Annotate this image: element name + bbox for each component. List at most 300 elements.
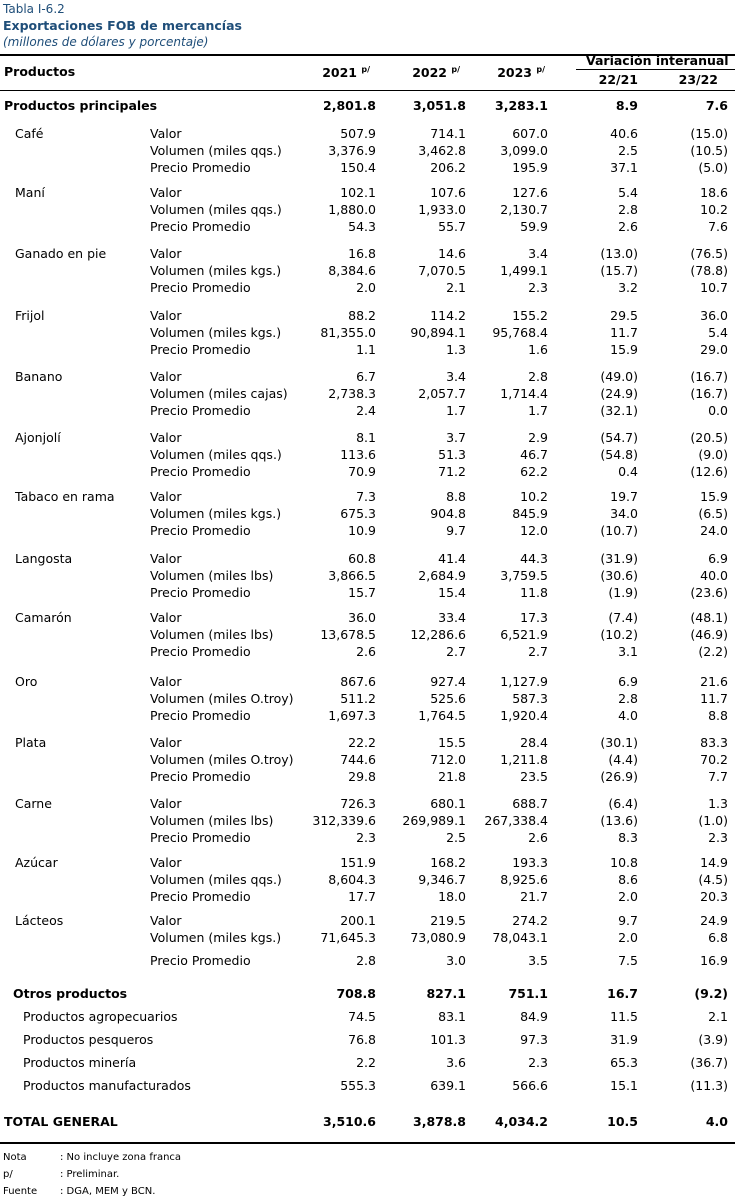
otros-row-value-4: 11.5 [610, 1009, 638, 1024]
row-value-3: 8,925.6 [500, 872, 548, 887]
row-value-1: 81,355.0 [320, 325, 376, 340]
otros-row-value-1: 74.5 [348, 1009, 376, 1024]
row-value-1: 17.7 [348, 889, 376, 904]
row-value-1: 15.7 [348, 585, 376, 600]
row-value-2: 712.0 [430, 752, 466, 767]
row-label: Precio Promedio [150, 523, 251, 538]
row-label: Precio Promedio [150, 280, 251, 295]
row-value-5: (46.9) [690, 627, 728, 642]
otros-row-label: Productos minería [23, 1055, 137, 1070]
row-value-5: (76.5) [690, 246, 728, 261]
otros-value-2: 827.1 [426, 986, 466, 1001]
row-value-2: 73,080.9 [410, 930, 466, 945]
row-value-5: 70.2 [700, 752, 728, 767]
row-value-2: 168.2 [430, 855, 466, 870]
row-value-4: 2.0 [618, 889, 638, 904]
row-value-1: 10.9 [348, 523, 376, 538]
row-value-5: (5.0) [698, 160, 728, 175]
row-value-5: 8.8 [708, 708, 728, 723]
row-value-3: 17.3 [520, 610, 548, 625]
row-value-3: 1,920.4 [500, 708, 548, 723]
note-key: p/ [3, 1169, 13, 1180]
row-label: Volumen (miles qqs.) [150, 143, 282, 158]
row-value-5: (78.8) [690, 263, 728, 278]
row-label: Valor [150, 185, 182, 200]
principal-value-3: 3,283.1 [495, 98, 548, 113]
row-label: Precio Promedio [150, 219, 251, 234]
row-value-4: (15.7) [600, 263, 638, 278]
row-label: Volumen (miles lbs) [150, 568, 274, 583]
total-value-5: 4.0 [705, 1114, 728, 1129]
row-label: Valor [150, 551, 182, 566]
row-value-4: 40.6 [610, 126, 638, 141]
row-value-3: 6,521.9 [500, 627, 548, 642]
row-value-5: (15.0) [690, 126, 728, 141]
otros-row-value-5: 2.1 [708, 1009, 728, 1024]
col-22-21: 22/21 [598, 72, 638, 87]
row-value-2: 55.7 [438, 219, 466, 234]
row-value-2: 33.4 [438, 610, 466, 625]
row-label: Valor [150, 126, 182, 141]
row-value-1: 3,866.5 [328, 568, 376, 583]
row-label: Precio Promedio [150, 403, 251, 418]
row-label: Volumen (miles qqs.) [150, 447, 282, 462]
row-value-3: 587.3 [512, 691, 548, 706]
row-value-2: 927.4 [430, 674, 466, 689]
product-name: Camarón [15, 610, 72, 625]
row-value-3: 1.6 [528, 342, 548, 357]
row-value-5: (48.1) [690, 610, 728, 625]
row-label: Volumen (miles lbs) [150, 627, 274, 642]
row-value-2: 7,070.5 [418, 263, 466, 278]
otros-row-label: Productos agropecuarios [23, 1009, 178, 1024]
row-value-3: 28.4 [520, 735, 548, 750]
row-value-2: 269,989.1 [402, 813, 466, 828]
total-value-1: 3,510.6 [323, 1114, 376, 1129]
row-value-3: 3,099.0 [500, 143, 548, 158]
col-products: Productos [4, 64, 76, 79]
row-value-3: 2.3 [528, 280, 548, 295]
row-value-5: 15.9 [700, 489, 728, 504]
otros-label: Otros productos [13, 986, 128, 1001]
row-value-2: 9,346.7 [418, 872, 466, 887]
row-value-4: 19.7 [610, 489, 638, 504]
row-label: Volumen (miles O.troy) [150, 691, 294, 706]
note-text: : No incluye zona franca [60, 1152, 182, 1163]
row-label: Volumen (miles lbs) [150, 813, 274, 828]
row-value-1: 88.2 [348, 308, 376, 323]
table-title: Exportaciones FOB de mercancías [3, 18, 242, 33]
row-label: Volumen (miles kgs.) [150, 506, 282, 521]
row-label: Volumen (miles cajas) [150, 386, 288, 401]
row-value-2: 1,764.5 [418, 708, 466, 723]
row-value-4: 11.7 [610, 325, 638, 340]
row-value-4: 2.0 [618, 930, 638, 945]
row-value-5: (20.5) [690, 430, 728, 445]
row-value-2: 8.8 [446, 489, 466, 504]
row-value-4: 9.7 [618, 913, 638, 928]
row-value-2: 525.6 [430, 691, 466, 706]
row-value-2: 2,057.7 [418, 386, 466, 401]
row-value-4: 10.8 [610, 855, 638, 870]
row-value-3: 1,211.8 [500, 752, 548, 767]
row-value-3: 2.9 [528, 430, 548, 445]
row-value-5: (2.2) [698, 644, 728, 659]
row-value-2: 71.2 [438, 464, 466, 479]
product-name: Maní [15, 185, 45, 200]
row-value-2: 21.8 [438, 769, 466, 784]
otros-value-3: 751.1 [508, 986, 548, 1001]
row-label: Valor [150, 489, 182, 504]
table-subtitle: (millones de dólares y porcentaje) [3, 35, 209, 49]
row-value-3: 155.2 [512, 308, 548, 323]
row-value-1: 867.6 [340, 674, 376, 689]
row-value-5: 40.0 [700, 568, 728, 583]
otros-row-value-2: 101.3 [430, 1032, 466, 1047]
row-value-3: 2.7 [528, 644, 548, 659]
row-label: Volumen (miles O.troy) [150, 752, 294, 767]
row-value-1: 2.3 [356, 830, 376, 845]
row-value-5: 83.3 [700, 735, 728, 750]
row-value-5: 5.4 [708, 325, 728, 340]
row-value-4: 15.9 [610, 342, 638, 357]
row-label: Valor [150, 913, 182, 928]
row-value-4: 8.6 [618, 872, 638, 887]
row-value-5: (9.0) [698, 447, 728, 462]
row-value-2: 680.1 [430, 796, 466, 811]
row-label: Volumen (miles kgs.) [150, 325, 282, 340]
note-text: : DGA, MEM y BCN. [60, 1186, 156, 1197]
row-value-1: 726.3 [340, 796, 376, 811]
row-value-1: 54.3 [348, 219, 376, 234]
total-value-4: 10.5 [607, 1114, 638, 1129]
row-value-4: (6.4) [608, 796, 638, 811]
row-value-3: 2.6 [528, 830, 548, 845]
otros-row-value-4: 31.9 [610, 1032, 638, 1047]
row-value-5: 6.8 [708, 930, 728, 945]
row-value-5: 24.0 [700, 523, 728, 538]
product-name: Ganado en pie [15, 246, 107, 261]
row-value-4: 7.5 [618, 953, 638, 968]
row-value-4: (30.6) [600, 568, 638, 583]
row-label: Precio Promedio [150, 830, 251, 845]
principal-label: Productos principales [4, 98, 158, 113]
row-value-5: 10.2 [700, 202, 728, 217]
total-label: TOTAL GENERAL [4, 1114, 118, 1129]
row-value-1: 16.8 [348, 246, 376, 261]
row-value-5: 10.7 [700, 280, 728, 295]
product-name: Frijol [15, 308, 45, 323]
row-label: Precio Promedio [150, 464, 251, 479]
row-value-1: 60.8 [348, 551, 376, 566]
row-value-2: 904.8 [430, 506, 466, 521]
row-value-1: 312,339.6 [312, 813, 376, 828]
row-value-3: 1,127.9 [500, 674, 548, 689]
row-value-1: 507.9 [340, 126, 376, 141]
row-value-1: 113.6 [340, 447, 376, 462]
note-key: Fuente [3, 1186, 38, 1197]
row-value-2: 107.6 [430, 185, 466, 200]
row-value-1: 8.1 [356, 430, 376, 445]
row-value-1: 1,880.0 [328, 202, 376, 217]
row-value-4: (13.0) [600, 246, 638, 261]
product-name: Café [15, 126, 44, 141]
row-value-4: (10.2) [600, 627, 638, 642]
otros-row-value-5: (3.9) [698, 1032, 728, 1047]
otros-row-value-3: 566.6 [512, 1078, 548, 1093]
row-value-1: 22.2 [348, 735, 376, 750]
row-value-1: 2.0 [356, 280, 376, 295]
row-value-2: 1.3 [446, 342, 466, 357]
row-value-2: 1,933.0 [418, 202, 466, 217]
row-value-2: 12,286.6 [410, 627, 466, 642]
row-value-5: 1.3 [708, 796, 728, 811]
row-value-1: 2,738.3 [328, 386, 376, 401]
row-value-4: (7.4) [608, 610, 638, 625]
row-value-1: 70.9 [348, 464, 376, 479]
row-label: Precio Promedio [150, 708, 251, 723]
row-value-4: (26.9) [600, 769, 638, 784]
otros-row-value-2: 83.1 [438, 1009, 466, 1024]
row-value-3: 2.8 [528, 369, 548, 384]
row-value-5: 16.9 [700, 953, 728, 968]
row-value-3: 127.6 [512, 185, 548, 200]
row-label: Valor [150, 735, 182, 750]
row-value-3: 12.0 [520, 523, 548, 538]
otros-row-value-1: 76.8 [348, 1032, 376, 1047]
otros-row-value-4: 15.1 [610, 1078, 638, 1093]
row-label: Precio Promedio [150, 953, 251, 968]
row-value-2: 3.7 [446, 430, 466, 445]
total-value-3: 4,034.2 [495, 1114, 548, 1129]
row-value-2: 15.5 [438, 735, 466, 750]
row-label: Valor [150, 674, 182, 689]
row-value-3: 21.7 [520, 889, 548, 904]
row-value-4: (10.7) [600, 523, 638, 538]
row-value-1: 102.1 [340, 185, 376, 200]
row-value-4: 3.1 [618, 644, 638, 659]
row-value-4: (32.1) [600, 403, 638, 418]
row-value-3: 1.7 [528, 403, 548, 418]
col-2022: 2022 $^{p/}$ [412, 65, 460, 81]
otros-row-value-4: 65.3 [610, 1055, 638, 1070]
row-value-1: 13,678.5 [320, 627, 376, 642]
otros-value-1: 708.8 [336, 986, 376, 1001]
row-value-2: 41.4 [438, 551, 466, 566]
row-value-4: (49.0) [600, 369, 638, 384]
header-bottom-rule [0, 90, 735, 91]
row-label: Precio Promedio [150, 889, 251, 904]
row-value-2: 219.5 [430, 913, 466, 928]
row-value-2: 3.0 [446, 953, 466, 968]
row-value-4: 2.5 [618, 143, 638, 158]
row-value-3: 845.9 [512, 506, 548, 521]
row-value-4: 5.4 [618, 185, 638, 200]
row-value-1: 151.9 [340, 855, 376, 870]
row-value-3: 46.7 [520, 447, 548, 462]
row-value-2: 1.7 [446, 403, 466, 418]
row-value-1: 675.3 [340, 506, 376, 521]
row-label: Valor [150, 246, 182, 261]
row-value-1: 36.0 [348, 610, 376, 625]
row-value-3: 688.7 [512, 796, 548, 811]
row-value-2: 2.5 [446, 830, 466, 845]
otros-row-value-1: 2.2 [356, 1055, 376, 1070]
row-value-3: 10.2 [520, 489, 548, 504]
row-value-5: (16.7) [690, 369, 728, 384]
otros-row-label: Productos pesqueros [23, 1032, 154, 1047]
row-value-5: (12.6) [690, 464, 728, 479]
row-label: Volumen (miles qqs.) [150, 202, 282, 217]
row-value-4: (54.7) [600, 430, 638, 445]
row-value-2: 3.4 [446, 369, 466, 384]
row-value-4: (30.1) [600, 735, 638, 750]
row-value-5: 21.6 [700, 674, 728, 689]
row-value-5: 11.7 [700, 691, 728, 706]
otros-value-5: (9.2) [694, 986, 728, 1001]
row-value-5: (23.6) [690, 585, 728, 600]
variation-underline [576, 69, 735, 70]
col-2023: 2023 $^{p/}$ [497, 65, 545, 81]
row-value-1: 29.8 [348, 769, 376, 784]
row-label: Precio Promedio [150, 769, 251, 784]
row-value-3: 95,768.4 [492, 325, 548, 340]
row-value-5: (10.5) [690, 143, 728, 158]
row-value-5: 18.6 [700, 185, 728, 200]
row-label: Valor [150, 308, 182, 323]
otros-row-value-5: (36.7) [690, 1055, 728, 1070]
product-name: Banano [15, 369, 63, 384]
note-text: : Preliminar. [60, 1169, 120, 1180]
row-value-3: 193.3 [512, 855, 548, 870]
row-value-4: 4.0 [618, 708, 638, 723]
row-value-1: 8,604.3 [328, 872, 376, 887]
row-value-1: 2.8 [356, 953, 376, 968]
table-id: Tabla I-6.2 [3, 2, 65, 16]
otros-row-value-3: 2.3 [528, 1055, 548, 1070]
bottom-rule [0, 1142, 735, 1144]
row-label: Volumen (miles kgs.) [150, 930, 282, 945]
row-label: Precio Promedio [150, 342, 251, 357]
row-value-5: 36.0 [700, 308, 728, 323]
otros-row-label: Productos manufacturados [23, 1078, 191, 1093]
row-value-2: 3,462.8 [418, 143, 466, 158]
row-value-1: 6.7 [356, 369, 376, 384]
row-value-4: (31.9) [600, 551, 638, 566]
row-value-4: 37.1 [610, 160, 638, 175]
row-value-2: 18.0 [438, 889, 466, 904]
row-value-3: 1,714.4 [500, 386, 548, 401]
row-value-1: 2.4 [356, 403, 376, 418]
row-value-3: 1,499.1 [500, 263, 548, 278]
total-value-2: 3,878.8 [413, 1114, 466, 1129]
row-value-4: 2.8 [618, 202, 638, 217]
product-name: Tabaco en rama [15, 489, 115, 504]
product-name: Langosta [15, 551, 73, 566]
row-label: Volumen (miles qqs.) [150, 872, 282, 887]
row-value-2: 206.2 [430, 160, 466, 175]
row-value-4: 2.6 [618, 219, 638, 234]
row-value-5: (6.5) [698, 506, 728, 521]
row-value-5: (16.7) [690, 386, 728, 401]
row-value-1: 1.1 [356, 342, 376, 357]
row-value-5: 7.6 [708, 219, 728, 234]
otros-row-value-2: 3.6 [446, 1055, 466, 1070]
row-value-5: 7.7 [708, 769, 728, 784]
row-label: Valor [150, 430, 182, 445]
otros-row-value-3: 97.3 [520, 1032, 548, 1047]
row-value-3: 2,130.7 [500, 202, 548, 217]
row-value-5: 14.9 [700, 855, 728, 870]
row-value-4: (54.8) [600, 447, 638, 462]
row-value-1: 200.1 [340, 913, 376, 928]
principal-value-2: 3,051.8 [413, 98, 466, 113]
row-value-3: 59.9 [520, 219, 548, 234]
row-value-3: 78,043.1 [492, 930, 548, 945]
row-value-2: 9.7 [446, 523, 466, 538]
row-value-1: 8,384.6 [328, 263, 376, 278]
row-value-2: 714.1 [430, 126, 466, 141]
row-value-4: 29.5 [610, 308, 638, 323]
row-value-5: 24.9 [700, 913, 728, 928]
product-name: Ajonjolí [15, 430, 61, 445]
row-value-5: 2.3 [708, 830, 728, 845]
row-value-3: 3,759.5 [500, 568, 548, 583]
row-value-5: (4.5) [698, 872, 728, 887]
col-23-22: 23/22 [678, 72, 718, 87]
otros-value-4: 16.7 [607, 986, 638, 1001]
row-value-4: 6.9 [618, 674, 638, 689]
note-key: Nota [3, 1152, 27, 1163]
principal-value-4: 8.9 [615, 98, 638, 113]
row-label: Precio Promedio [150, 585, 251, 600]
row-label: Valor [150, 855, 182, 870]
row-value-5: 29.0 [700, 342, 728, 357]
row-label: Valor [150, 369, 182, 384]
row-value-3: 3.5 [528, 953, 548, 968]
row-value-1: 150.4 [340, 160, 376, 175]
product-name: Carne [15, 796, 52, 811]
row-value-1: 2.6 [356, 644, 376, 659]
row-value-3: 23.5 [520, 769, 548, 784]
row-value-3: 62.2 [520, 464, 548, 479]
product-name: Lácteos [15, 913, 64, 928]
row-value-2: 2,684.9 [418, 568, 466, 583]
otros-row-value-5: (11.3) [690, 1078, 728, 1093]
row-value-2: 2.1 [446, 280, 466, 295]
row-value-2: 51.3 [438, 447, 466, 462]
row-value-4: (4.4) [608, 752, 638, 767]
col-variation: Variación interanual [586, 53, 729, 68]
otros-row-value-2: 639.1 [430, 1078, 466, 1093]
row-value-5: 6.9 [708, 551, 728, 566]
principal-value-5: 7.6 [705, 98, 728, 113]
row-value-2: 114.2 [430, 308, 466, 323]
row-value-3: 44.3 [520, 551, 548, 566]
row-value-4: 8.3 [618, 830, 638, 845]
row-label: Valor [150, 610, 182, 625]
otros-row-value-3: 84.9 [520, 1009, 548, 1024]
row-value-3: 3.4 [528, 246, 548, 261]
row-label: Precio Promedio [150, 644, 251, 659]
product-name: Azúcar [15, 855, 58, 870]
row-value-5: 0.0 [708, 403, 728, 418]
row-value-1: 71,645.3 [320, 930, 376, 945]
row-value-4: (13.6) [600, 813, 638, 828]
row-value-1: 1,697.3 [328, 708, 376, 723]
row-value-4: (24.9) [600, 386, 638, 401]
product-name: Oro [15, 674, 38, 689]
